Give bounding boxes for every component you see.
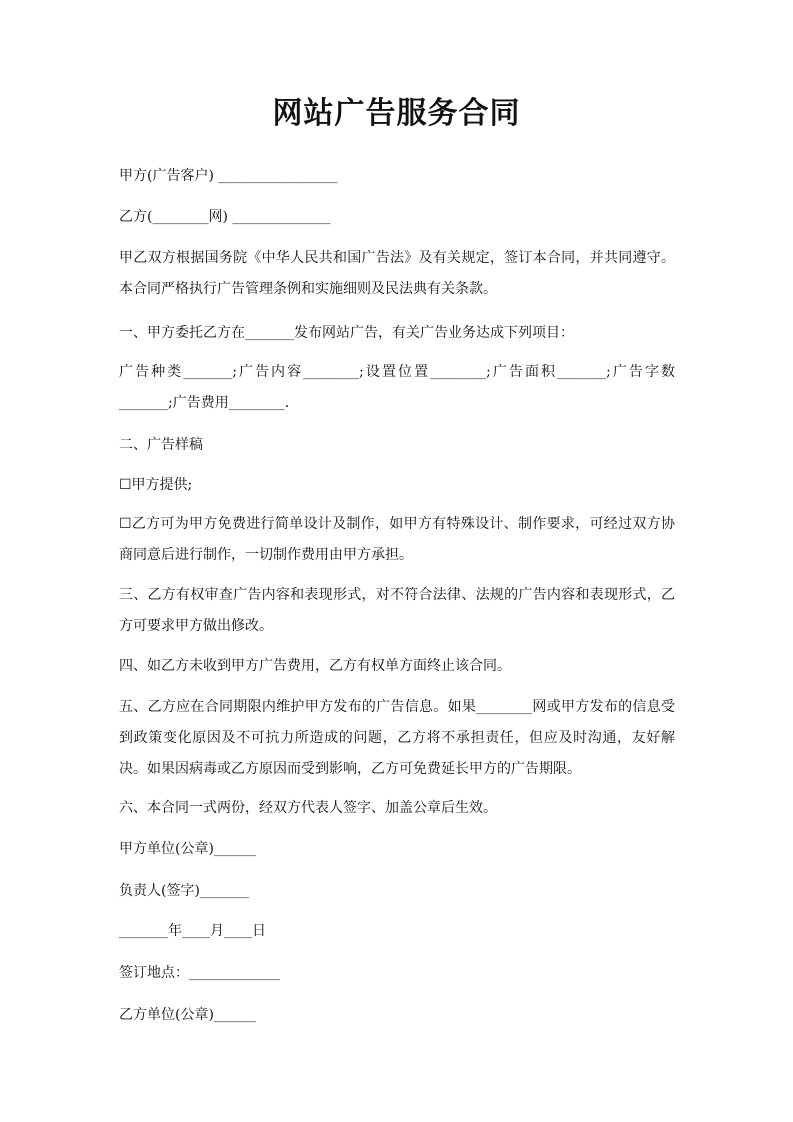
party-b-line: 乙方(________网) ______________ [119, 209, 331, 225]
document-title: 网站广告服务合同 [272, 96, 521, 131]
party-a-seal-line: 甲方单位(公章)______ [119, 841, 256, 857]
party-b-seal-line: 乙方单位(公章)______ [119, 1007, 256, 1023]
checkbox-option-party-a: ☐甲方提供; [119, 477, 193, 493]
clause-2-heading: 二、广告样稿 [119, 437, 203, 453]
clause-5: 五、乙方应在合同期限内维护甲方发布的广告信息。如果________网或甲方发布的信息受到政策变化原因及不可抗力所造成的问题，乙方将不承担责任，但应及时沟通，友好解决。如果因病毒或乙方原因而受到影响，乙方可免费延长甲方的广告期限。 [119, 699, 675, 777]
clause-6: 六、本合同一式两份，经双方代表人签字、加盖公章后生效。 [119, 800, 497, 816]
ad-details-paragraph: 广告种类_______;广告内容________;设置位置________;广告面积_______;广告字数_______;广告费用________. [119, 364, 675, 411]
clause-1: 一、甲方委托乙方在_______发布网站广告，有关广告业务达成下列项目： [119, 325, 574, 341]
signatory-line: 负责人(签字)_______ [119, 883, 249, 899]
clause-3: 三、乙方有权审查广告内容和表现形式，对不符合法律、法规的广告内容和表现形式，乙方可要求甲方做出修改。 [119, 587, 675, 634]
party-a-line: 甲方(广告客户) _________________ [119, 168, 338, 184]
date-line: _______年____月____日 [119, 923, 266, 939]
intro-paragraph: 甲乙双方根据国务院《中华人民共和国广告法》及有关规定，签订本合同，并共同遵守。本合同严格执行广告管理条例和实施细则及民法典有关条款。 [119, 250, 675, 297]
clause-4: 四、如乙方未收到甲方广告费用，乙方有权单方面终止该合同。 [119, 658, 511, 674]
checkbox-option-party-b: ☐乙方可为甲方免费进行简单设计及制作，如甲方有特殊设计、制作要求，可经过双方协商同意后进行制作，一切制作费用由甲方承担。 [119, 516, 675, 563]
signing-place-line: 签订地点：_____________ [119, 965, 280, 981]
